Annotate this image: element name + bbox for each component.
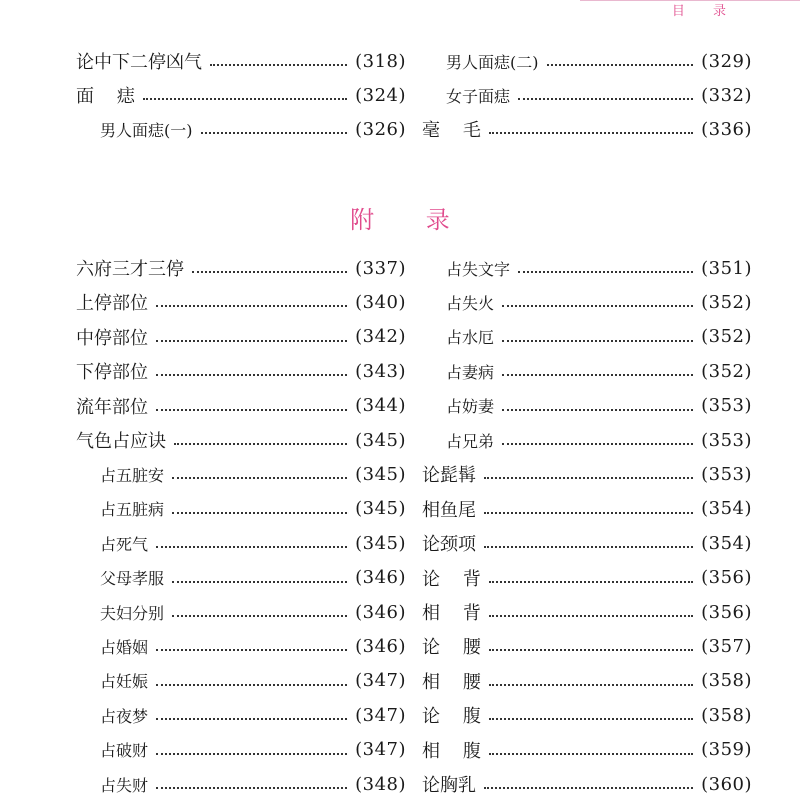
toc-entry-page: (356) bbox=[701, 567, 752, 589]
section-title: 附 录 bbox=[350, 206, 472, 234]
toc-entry-title: 男人面痣(一) bbox=[100, 120, 193, 140]
toc-entry[interactable] bbox=[100, 563, 406, 593]
toc-entry-page: (358) bbox=[701, 704, 752, 726]
toc-entry-title: 占五脏病 bbox=[100, 500, 165, 520]
toc-entry[interactable] bbox=[76, 253, 406, 283]
toc-entry-page: (358) bbox=[701, 670, 752, 692]
toc-entry-title: 父母孝服 bbox=[100, 569, 165, 589]
toc-entry-title: 占妊娠 bbox=[100, 672, 149, 692]
dot-leader bbox=[172, 615, 347, 617]
dot-leader bbox=[172, 512, 347, 514]
dot-leader bbox=[489, 718, 693, 720]
toc-entry[interactable] bbox=[100, 666, 406, 696]
toc-entry[interactable] bbox=[446, 253, 752, 283]
toc-entry-page: (352) bbox=[701, 360, 752, 382]
toc-entry-title: 毫 毛 bbox=[422, 120, 481, 141]
dot-leader bbox=[547, 64, 694, 66]
toc-entry-page: (346) bbox=[355, 601, 406, 623]
toc-entry-page: (347) bbox=[355, 739, 406, 761]
toc-entry-title: 气色占应诀 bbox=[76, 431, 166, 452]
toc-entry-title: 占死气 bbox=[100, 534, 149, 554]
toc-entry-page: (346) bbox=[355, 567, 406, 589]
toc-entry[interactable] bbox=[76, 356, 406, 386]
toc-entry-title: 男人面痣(二) bbox=[446, 52, 539, 72]
dot-leader bbox=[143, 98, 347, 100]
toc-entry[interactable] bbox=[100, 459, 406, 489]
toc-entry-page: (352) bbox=[701, 326, 752, 348]
toc-entry-page: (347) bbox=[355, 670, 406, 692]
toc-entry-page: (329) bbox=[701, 50, 752, 72]
dot-leader bbox=[518, 271, 693, 273]
dot-leader bbox=[156, 409, 347, 411]
toc-entry-title: 占失火 bbox=[446, 293, 495, 313]
toc-entry-title: 占夜梦 bbox=[100, 706, 149, 726]
toc-entry-title: 相鱼尾 bbox=[422, 499, 476, 521]
dot-leader bbox=[156, 718, 347, 720]
toc-entry[interactable] bbox=[446, 322, 752, 352]
dot-leader bbox=[156, 684, 347, 686]
toc-entry-title: 女子面痣 bbox=[446, 86, 511, 106]
toc-entry-title: 相 腹 bbox=[422, 740, 481, 762]
toc-entry[interactable] bbox=[446, 46, 752, 76]
toc-entry-page: (353) bbox=[701, 395, 752, 417]
toc-entry[interactable] bbox=[76, 46, 406, 76]
dot-leader bbox=[484, 787, 693, 789]
dot-leader bbox=[489, 581, 693, 583]
dot-leader bbox=[156, 374, 347, 376]
dot-leader bbox=[156, 753, 347, 755]
dot-leader bbox=[156, 649, 347, 651]
toc-entry-page: (352) bbox=[701, 291, 752, 313]
dot-leader bbox=[174, 443, 347, 445]
toc-entry-title: 论中下二停凶气 bbox=[76, 52, 202, 73]
dot-leader bbox=[156, 787, 347, 789]
toc-entry[interactable] bbox=[422, 666, 752, 696]
toc-entry-page: (345) bbox=[355, 532, 406, 554]
toc-entry-title: 论 腰 bbox=[422, 637, 481, 659]
dot-leader bbox=[172, 581, 347, 583]
dot-leader bbox=[484, 512, 693, 514]
toc-entry[interactable] bbox=[76, 287, 406, 317]
toc-entry[interactable] bbox=[100, 114, 406, 144]
toc-entry[interactable] bbox=[422, 631, 752, 661]
dot-leader bbox=[489, 132, 693, 134]
toc-entry-page: (343) bbox=[355, 360, 406, 382]
toc-entry-page: (347) bbox=[355, 704, 406, 726]
toc-entry[interactable] bbox=[100, 700, 406, 730]
dot-leader bbox=[502, 374, 693, 376]
toc-entry[interactable] bbox=[100, 494, 406, 524]
toc-entry-page: (336) bbox=[701, 118, 752, 140]
dot-leader bbox=[156, 546, 347, 548]
toc-entry-page: (324) bbox=[355, 84, 406, 106]
toc-entry-title: 占水厄 bbox=[446, 328, 495, 348]
dot-leader bbox=[489, 753, 693, 755]
toc-entry-page: (356) bbox=[701, 601, 752, 623]
toc-entry[interactable] bbox=[100, 597, 406, 627]
toc-entry-title: 面 痣 bbox=[76, 86, 135, 107]
toc-entry-page: (342) bbox=[355, 326, 406, 348]
toc-entry-title: 相 腰 bbox=[422, 671, 481, 693]
toc-entry-title: 占失文字 bbox=[446, 259, 511, 279]
toc-entry-page: (337) bbox=[355, 257, 406, 279]
toc-entry-page: (344) bbox=[355, 395, 406, 417]
dot-leader bbox=[502, 409, 693, 411]
toc-entry[interactable] bbox=[422, 700, 752, 730]
dot-leader bbox=[201, 132, 348, 134]
toc-entry-page: (348) bbox=[355, 773, 406, 795]
toc-entry-title: 论 腹 bbox=[422, 706, 481, 728]
toc-entry-page: (345) bbox=[355, 498, 406, 520]
toc-entry-title: 相 背 bbox=[422, 603, 481, 624]
dot-leader bbox=[489, 649, 693, 651]
toc-entry[interactable] bbox=[100, 528, 406, 558]
dot-leader bbox=[502, 305, 693, 307]
toc-entry-title: 占五脏安 bbox=[100, 465, 165, 485]
toc-entry-title: 流年部位 bbox=[76, 396, 148, 418]
toc-entry-title: 论 背 bbox=[422, 568, 481, 590]
toc-entry-page: (357) bbox=[701, 635, 752, 657]
dot-leader bbox=[156, 305, 347, 307]
toc-entry[interactable] bbox=[100, 769, 406, 799]
toc-entry-page: (354) bbox=[701, 498, 752, 520]
toc-entry-title: 论髭髯 bbox=[422, 465, 476, 487]
toc-entry-title: 夫妇分别 bbox=[100, 603, 165, 623]
toc-entry-page: (351) bbox=[701, 257, 752, 279]
dot-leader bbox=[502, 443, 693, 445]
toc-entry[interactable] bbox=[422, 597, 752, 627]
toc-entry[interactable] bbox=[446, 391, 752, 421]
toc-entry-title: 占婚姻 bbox=[100, 637, 149, 657]
toc-entry-page: (345) bbox=[355, 429, 406, 451]
toc-entry[interactable] bbox=[100, 631, 406, 661]
toc-entry[interactable] bbox=[76, 391, 406, 421]
toc-entry-page: (340) bbox=[355, 291, 406, 313]
toc-entry[interactable] bbox=[446, 80, 752, 110]
toc-entry[interactable] bbox=[422, 528, 752, 558]
dot-leader bbox=[192, 271, 347, 273]
toc-entry-title: 占失财 bbox=[100, 775, 149, 795]
toc-entry[interactable] bbox=[422, 769, 752, 799]
toc-entry[interactable] bbox=[422, 494, 752, 524]
dot-leader bbox=[518, 98, 693, 100]
toc-entry[interactable] bbox=[422, 459, 752, 489]
toc-entry[interactable] bbox=[76, 425, 406, 455]
toc-entry[interactable] bbox=[446, 356, 752, 386]
toc-entry[interactable] bbox=[422, 563, 752, 593]
toc-entry-page: (353) bbox=[701, 429, 752, 451]
running-header: 目 录 bbox=[671, 4, 738, 19]
toc-entry[interactable] bbox=[76, 322, 406, 352]
dot-leader bbox=[156, 340, 347, 342]
dot-leader bbox=[210, 64, 347, 66]
toc-entry[interactable] bbox=[76, 80, 406, 110]
toc-entry-title: 中停部位 bbox=[76, 327, 148, 349]
toc-entry-page: (353) bbox=[701, 463, 752, 485]
toc-entry-page: (345) bbox=[355, 463, 406, 485]
dot-leader bbox=[502, 340, 693, 342]
toc-entry-title: 占兄弟 bbox=[446, 431, 495, 451]
toc-entry-page: (360) bbox=[701, 773, 752, 795]
toc-entry-page: (332) bbox=[701, 84, 752, 106]
toc-entry[interactable] bbox=[422, 114, 752, 144]
toc-entry-title: 六府三才三停 bbox=[76, 259, 184, 280]
toc-entry-title: 论颈项 bbox=[422, 534, 476, 556]
toc-entry-title: 上停部位 bbox=[76, 293, 148, 315]
toc-entry-page: (354) bbox=[701, 532, 752, 554]
toc-entry[interactable] bbox=[422, 735, 752, 765]
toc-entry-page: (346) bbox=[355, 635, 406, 657]
dot-leader bbox=[489, 684, 693, 686]
toc-entry-page: (326) bbox=[355, 118, 406, 140]
toc-entry[interactable] bbox=[446, 287, 752, 317]
dot-leader bbox=[489, 615, 693, 617]
toc-entry-page: (359) bbox=[701, 739, 752, 761]
toc-entry-title: 下停部位 bbox=[76, 362, 148, 384]
toc-entry-title: 占妻病 bbox=[446, 362, 495, 382]
toc-entry[interactable] bbox=[446, 425, 752, 455]
toc-entry-title: 论胸乳 bbox=[422, 775, 476, 796]
toc-entry-page: (318) bbox=[355, 50, 406, 72]
toc-entry-title: 占妨妻 bbox=[446, 397, 495, 417]
dot-leader bbox=[484, 477, 693, 479]
toc-entry[interactable] bbox=[100, 735, 406, 765]
dot-leader bbox=[484, 546, 693, 548]
dot-leader bbox=[172, 477, 347, 479]
toc-entry-title: 占破财 bbox=[100, 741, 149, 761]
